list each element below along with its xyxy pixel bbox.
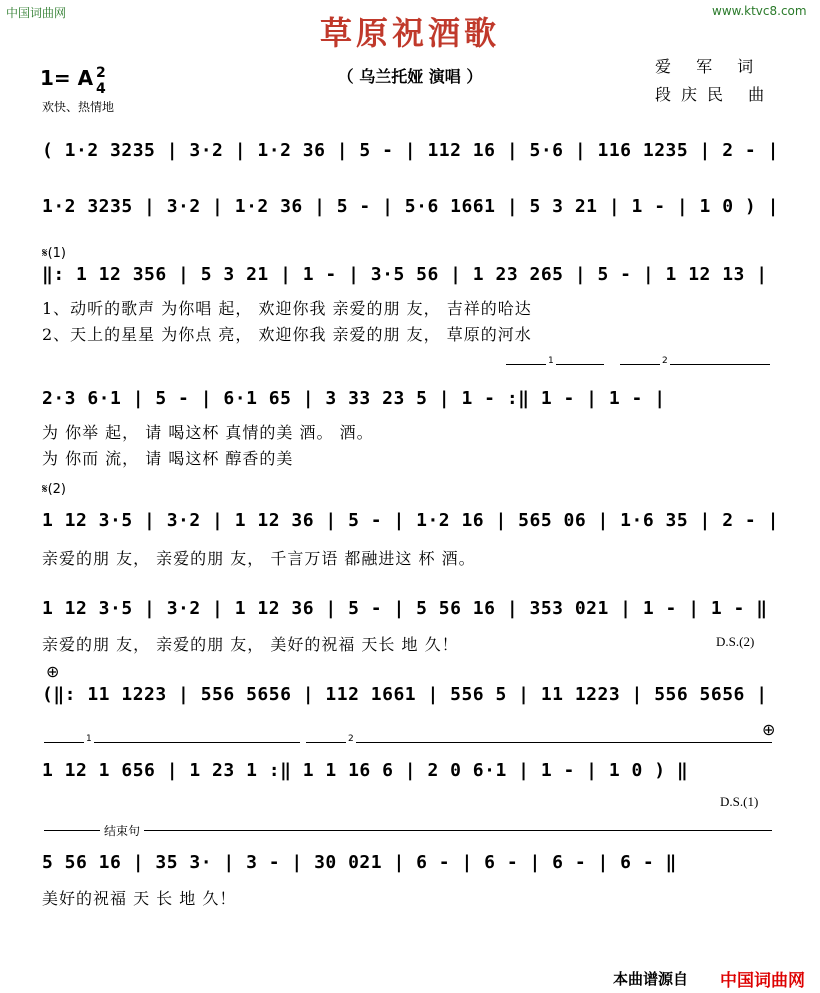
lyric-line-3-verse-2: 2、天上的星星 为你点 亮， 欢迎你我 亲爱的朋 友， 草原的河水 xyxy=(42,325,532,344)
volta-2: 2 xyxy=(620,364,770,365)
singer-credit: （ 乌兰托娅 演唱 ） xyxy=(337,67,483,86)
footer-source: 本曲谱源自 xyxy=(613,970,689,988)
lyric-line-4-verse-1: 为 你举 起， 请 喝这杯 真情的美 酒。 酒。 xyxy=(42,423,374,442)
lyric-line-5: 亲爱的朋 友， 亲爱的朋 友， 千言万语 都融进这 杯 酒。 xyxy=(42,549,476,568)
volta-1: 1 xyxy=(506,364,604,365)
tempo-marking: 欢快、热情地 xyxy=(42,100,115,114)
watermark-right: www.ktvc8.com xyxy=(712,4,807,18)
notation-line-6: 1 12 3·5 | 3·2 | 1 12 36 | 5 - | 5 56 16 | 353 021 | 1 - | 1 - ‖ xyxy=(42,598,768,619)
lyric-line-6: 亲爱的朋 友， 亲爱的朋 友， 美好的祝福 天长 地 久！ xyxy=(42,635,459,654)
notation-line-8: 1 12 1 656 | 1 23 1 :‖ 1 1 16 6 | 2 0 6·1 | 1 - | 1 0 ) ‖ xyxy=(42,760,689,781)
notation-line-2: 1·2 3235 | 3·2 | 1·2 36 | 5 - | 5·6 1661 | 5 3 21 | 1 - | 1 0 ) | xyxy=(42,196,779,217)
watermark-left: 中国词曲网 xyxy=(6,6,67,20)
volta-1-interlude: 1 xyxy=(44,742,300,743)
dal-segno-1: D.S.(1) xyxy=(720,794,759,809)
lyric-line-9: 美好的祝福 天 长 地 久！ xyxy=(42,889,237,908)
notation-line-3: ‖: 1 12 356 | 5 3 21 | 1 - | 3·5 56 | 1 23 265 | 5 - | 1 12 13 | xyxy=(42,264,768,285)
notation-line-9: 5 56 16 | 35 3· | 3 - | 30 021 | 6 - | 6 - | 6 - | 6 - ‖ xyxy=(42,852,677,873)
lyric-line-3-verse-1: 1、动听的歌声 为你唱 起， 欢迎你我 亲爱的朋 友， 吉祥的哈达 xyxy=(42,299,532,318)
notation-line-7: (‖: 11 1223 | 556 5656 | 112 1661 | 556 5 | 11 1223 | 556 5656 | xyxy=(42,684,768,705)
notation-line-5: 1 12 3·5 | 3·2 | 1 12 36 | 5 - | 1·2 16 | 565 06 | 1·6 35 | 2 - | xyxy=(42,510,779,531)
notation-line-1: ( 1·2 3235 | 3·2 | 1·2 36 | 5 - | 112 16 | 5·6 | 116 1235 | 2 - | xyxy=(42,140,779,161)
ending-label: 结束句 xyxy=(100,822,144,839)
song-title: 草原祝酒歌 xyxy=(319,14,500,52)
key-signature: 1= A xyxy=(40,66,94,90)
coda-icon: ⊕ xyxy=(46,662,60,681)
coda-end-icon: ⊕ xyxy=(762,720,776,739)
time-signature-bottom: 4 xyxy=(96,81,106,97)
composer-credit: 段庆民 曲 xyxy=(655,85,775,104)
lyric-line-4-verse-2: 为 你而 流， 请 喝这杯 醇香的美 xyxy=(42,449,294,468)
segno-2: 𝄋(2) xyxy=(42,482,67,497)
lyricist-credit: 爱 军 词 xyxy=(655,57,764,76)
volta-2-interlude: 2 xyxy=(306,742,772,743)
time-signature-top: 2 xyxy=(96,65,106,81)
segno-1: 𝄋(1) xyxy=(42,246,67,261)
footer-site: 中国词曲网 xyxy=(720,971,805,991)
dal-segno-2: D.S.(2) xyxy=(716,634,755,649)
ending-bracket xyxy=(44,830,772,831)
notation-line-4: 2·3 6·1 | 5 - | 6·1 65 | 3 33 23 5 | 1 - :‖ 1 - | 1 - | xyxy=(42,388,666,409)
